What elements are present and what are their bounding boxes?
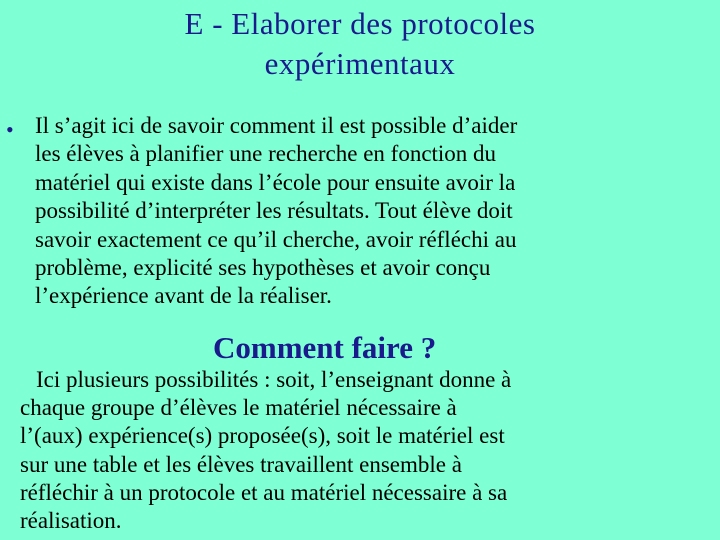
paragraph-line: chaque groupe d’élèves le matériel nécessaire à bbox=[20, 395, 457, 421]
section-heading: Comment faire ? bbox=[213, 330, 437, 365]
paragraph-line: l’(aux) expérience(s) proposée(s), soit le matériel est bbox=[20, 423, 505, 449]
bullet-line: possibilité d’interpréter les résultats. Tout élève doit bbox=[35, 198, 513, 224]
bullet-line: l’expérience avant de la réaliser. bbox=[35, 283, 332, 309]
bullet-line: savoir exactement ce qu’il cherche, avoir réfléchi au bbox=[35, 226, 517, 252]
bullet-text bbox=[35, 112, 715, 311]
slide-title bbox=[0, 4, 720, 84]
body-paragraph bbox=[20, 366, 720, 535]
paragraph-line: réalisation. bbox=[20, 508, 122, 534]
paragraph-line: Ici plusieurs possibilités : soit, l’enseignant donne à bbox=[36, 367, 512, 392]
bullet-line: matériel qui existe dans l’école pour ensuite avoir la bbox=[35, 169, 516, 195]
slide-title-line-1: E - Elaborer des protocoles bbox=[184, 6, 536, 41]
bullet-dot-icon: • bbox=[6, 117, 14, 142]
bullet-line: les élèves à planifier une recherche en fonction du bbox=[35, 141, 497, 167]
slide-title-line-2: expérimentaux bbox=[264, 46, 456, 81]
paragraph-line: réfléchir à un protocole et au matériel nécessaire à sa bbox=[20, 479, 508, 505]
bullet-line: problème, explicité ses hypothèses et avoir conçu bbox=[35, 255, 491, 281]
bullet-line: Il s’agit ici de savoir comment il est possible d’aider bbox=[35, 113, 518, 138]
paragraph-line: sur une table et les élèves travaillent ensemble à bbox=[20, 451, 462, 477]
